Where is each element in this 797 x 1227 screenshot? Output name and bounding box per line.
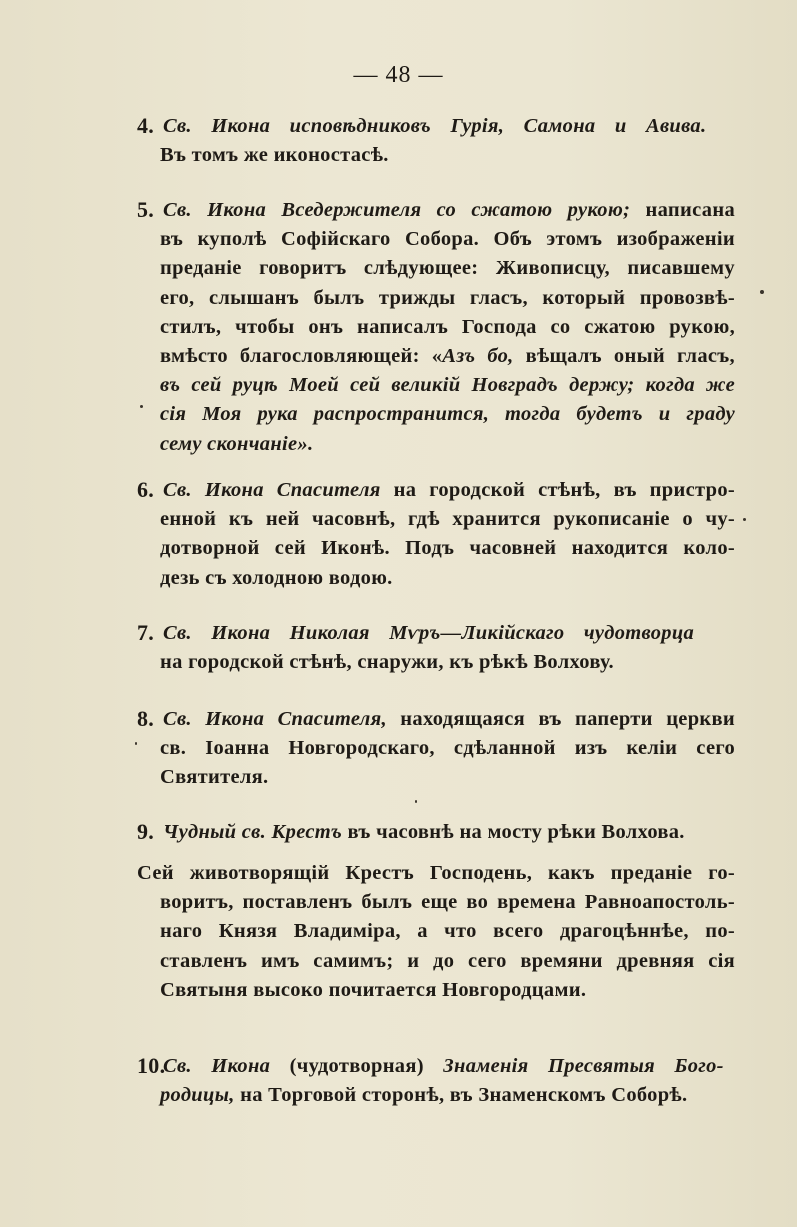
regular-text: (чудотворная) <box>270 1055 444 1077</box>
italic-text: Св. Икона Вседержителя со сжатою рукою; <box>163 199 631 221</box>
regular-text: Святыня высоко почитается Новгородцами. <box>160 978 587 1001</box>
paper-speck <box>415 800 417 803</box>
text-line <box>160 505 735 533</box>
text-line <box>160 976 586 1004</box>
regular-text: вѣщалъ оный гласъ, <box>513 345 735 367</box>
regular-text: Святителя. <box>160 766 269 789</box>
text-line <box>160 371 735 399</box>
entry-number: 9. <box>137 819 155 844</box>
entry-number: 8. <box>137 706 155 731</box>
text-line <box>160 1081 687 1109</box>
entry-number: 6. <box>137 477 155 502</box>
text-line <box>163 619 694 647</box>
text-line <box>160 534 735 562</box>
text-line <box>160 342 735 370</box>
regular-text: дотворной сей Иконѣ. Подъ часовней находится коло- <box>160 537 735 560</box>
text-line <box>160 313 735 341</box>
italic-text: родицы, <box>160 1084 235 1107</box>
regular-text: вмѣсто благословляющей: « <box>160 345 443 367</box>
italic-text: Азъ бо, <box>442 345 514 367</box>
text-line <box>160 947 735 975</box>
regular-text: воритъ, поставленъ былъ еще во времена Равноапостоль- <box>160 891 735 914</box>
regular-text: енной къ ней часовнѣ, гдѣ хранится рукописаніе о чу- <box>160 508 735 531</box>
italic-text: сему скончаніе». <box>160 432 314 455</box>
paper-speck <box>760 290 764 294</box>
text-line <box>163 705 735 733</box>
regular-text: наго Князя Владиміра, а что всего драгоцѣннѣе, по- <box>160 920 735 943</box>
text-line <box>163 112 706 140</box>
text-line <box>160 734 735 762</box>
text-line <box>160 564 393 592</box>
italic-text: въ сей руцѣ Моей сей великій Новградъ держу; когда же <box>160 374 735 397</box>
italic-text: Св. Икона Спасителя, <box>163 708 387 730</box>
regular-text: написана <box>630 199 735 221</box>
entry-number: 7. <box>137 620 155 645</box>
regular-text: преданіе говоритъ слѣдующее: Живописцу, писавшему <box>160 257 735 280</box>
italic-text: Св. Икона <box>163 1055 271 1077</box>
italic-text: Св. Икона Николая Мѵръ—Ликійскаго чудотворца <box>163 622 695 644</box>
paper-speck <box>135 742 137 745</box>
text-line <box>160 917 735 945</box>
regular-text: стилъ, чтобы онъ написалъ Господа со сжатою рукою, <box>160 315 735 338</box>
text-line <box>160 888 735 916</box>
regular-text: находящаяся въ паперти церкви <box>386 708 735 730</box>
text-line <box>163 818 685 846</box>
text-line <box>160 400 735 428</box>
regular-text: Сей животворящій Крестъ Господень, какъ преданіе го- <box>137 862 735 884</box>
entry-number: 10. <box>137 1053 166 1078</box>
text-line <box>160 430 313 458</box>
text-line <box>160 648 614 676</box>
italic-text: Св. Икона Спасителя <box>163 479 381 501</box>
page-number: — 48 — <box>353 62 444 88</box>
italic-text: Чудный св. Крестъ <box>163 821 343 843</box>
entry-number: 4. <box>137 113 155 138</box>
entry-number: 5. <box>137 197 155 222</box>
italic-text: Знаменія Пресвятыя Бого- <box>443 1055 724 1077</box>
text-line <box>163 476 735 504</box>
text-line <box>160 763 268 791</box>
regular-text: на городской стѣнѣ, въ пристро- <box>380 479 736 501</box>
text-line <box>137 859 735 887</box>
regular-text: въ куполѣ Софійскаго Собора. Объ этомъ изображеніи <box>160 228 735 251</box>
regular-text: дезь съ холодною водою. <box>160 566 393 589</box>
text-line <box>160 284 735 312</box>
italic-text: Св. Икона исповѣдниковъ Гурія, Самона и Авива. <box>163 115 707 137</box>
regular-text: на Торговой сторонѣ, въ Знаменскомъ Соборѣ. <box>234 1084 688 1107</box>
paper-speck <box>743 518 746 521</box>
paper-speck <box>140 405 143 408</box>
regular-text: на городской стѣнѣ, снаружи, къ рѣкѣ Волхову. <box>160 651 614 674</box>
text-line <box>163 1052 724 1080</box>
text-line <box>160 141 389 169</box>
text-line <box>160 254 735 282</box>
regular-text: его, слышанъ былъ трижды гласъ, который провозвѣ- <box>160 286 735 309</box>
regular-text: въ часовнѣ на мосту рѣки Волхова. <box>342 821 685 843</box>
regular-text: Въ томъ же иконостасѣ. <box>160 144 389 167</box>
text-line <box>160 225 735 253</box>
italic-text: сія Моя рука распространится, тогда будетъ и граду <box>160 403 735 426</box>
regular-text: ставленъ имъ самимъ; и до сего времяни древняя сія <box>160 949 735 972</box>
text-line <box>163 196 735 224</box>
regular-text: св. Іоанна Новгородскаго, сдѣланной изъ келіи сего <box>160 737 735 760</box>
